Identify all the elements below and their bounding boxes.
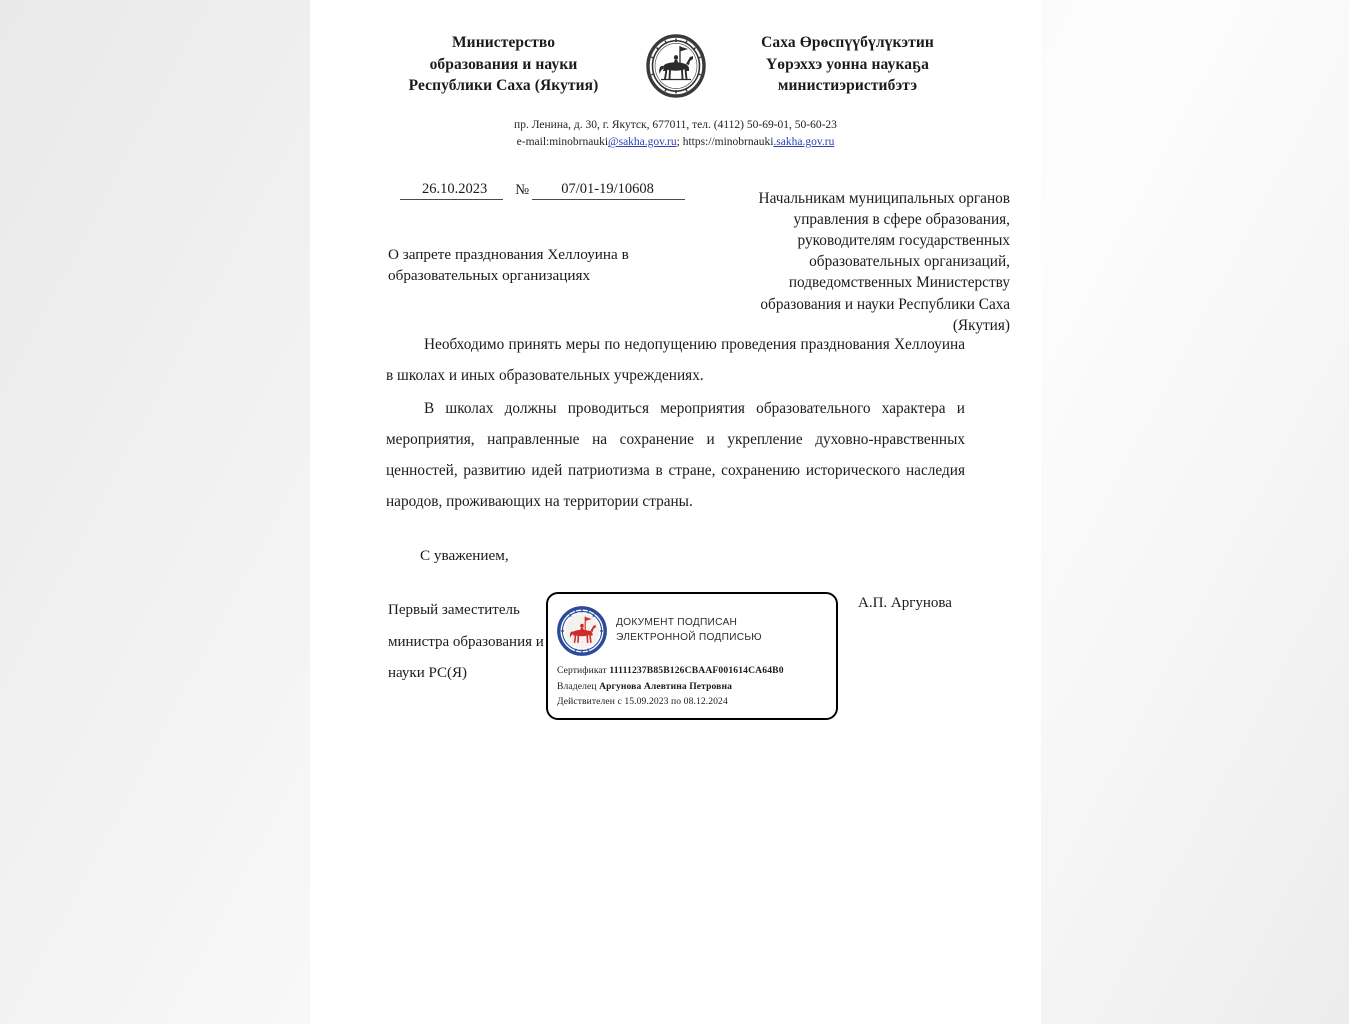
ministry-title-sakha-line-2: Үөрэххэ уонна наукаҕа: [765, 55, 929, 73]
signatory-title: Первый заместитель министра образования и науки РС(Я): [388, 602, 544, 681]
electronic-signature-stamp: [546, 592, 838, 720]
signatory-name: А.П. Аргунова: [858, 595, 952, 612]
stamp-owner-label: Владелец: [557, 680, 597, 692]
body-paragraph-2: В школах должны проводиться мероприятия образовательного характера и мероприятия, направленные на сохранение и укрепление духовно-нравственных ценностей, развитию идей патриотизма в стране, сохранению исторического наследия народов, проживающих на территории страны.: [386, 399, 965, 510]
stamp-headline-line-1: ДОКУМЕНТ ПОДПИСАН: [616, 617, 738, 629]
stamp-valid-to-label: по: [671, 696, 682, 708]
email-link[interactable]: @sakha.gov.ru: [608, 136, 677, 149]
postal-address: пр. Ленина, д. 30, г. Якутск, 677011, тел. (4112) 50-69-01, 50-60-23: [514, 119, 837, 131]
ministry-title-russian-line-3: Республики Саха (Якутия): [408, 77, 599, 95]
closing-salutation: С уважением,: [420, 547, 509, 565]
stamp-validity-row: [557, 694, 826, 710]
stamp-valid-to: 08.12.2024: [683, 696, 728, 708]
document-number: 07/01-19/10608: [532, 181, 685, 200]
website-link[interactable]: .sakha.gov.ru: [773, 136, 835, 149]
reference-line: [400, 181, 685, 200]
ministry-title-russian-line-1: Министерство: [451, 34, 556, 51]
stamp-owner-value: Аргунова Алевтина Петровна: [599, 680, 732, 692]
stamp-owner-row: [557, 679, 826, 695]
stamp-valid-label: Действителен с: [557, 696, 622, 708]
addressee-block: Начальникам муниципальных органов управления в сфере образования, руководителям государственных образовательных организаций, подведомственных Министерству образования и науки Республики Саха (Якутия): [758, 190, 1010, 334]
contact-separator: ; https://minobrnauki: [676, 136, 774, 149]
stamp-valid-from: 15.09.2023: [624, 696, 669, 708]
body-paragraph-1: Необходимо принять меры по недопущению проведения празднования Хеллоуина в школах и иных образовательных учреждениях.: [386, 336, 965, 384]
ministry-title-russian-line-2: образования и науки: [429, 55, 578, 73]
ministry-title-sakha-line-3: министиэристибэтэ: [777, 77, 918, 95]
stamp-certificate-label: Сертификат: [557, 665, 607, 677]
stamp-certificate-value: 11111237B85B126CBAAF001614CA64B0: [609, 665, 784, 677]
email-and-website-line: [310, 134, 1041, 151]
email-prefix: e-mail:minobrnauki: [516, 136, 609, 149]
subject-line: О запрете празднования Хеллоуина в образовательных организациях: [388, 245, 629, 284]
stamp-headline-line-2: ЭЛЕКТРОННОЙ ПОДПИСЬЮ: [616, 631, 762, 643]
document-body: [386, 330, 965, 517]
stamp-header-row: [557, 603, 826, 658]
stamp-detail-lines: [557, 663, 826, 710]
stamp-certificate-row: [557, 663, 826, 679]
emblem-container: [639, 32, 713, 99]
sakha-horseman-seal-icon: [557, 606, 607, 656]
ministry-title-sakha: [721, 32, 973, 97]
ministry-title-russian: [379, 32, 631, 97]
signature-zone: [310, 595, 1041, 745]
ministry-title-sakha-line-1: Саха Өрөспүүбүлүкэтин: [761, 34, 934, 51]
sakha-republic-coat-of-arms-icon: [645, 33, 707, 99]
contact-block: [310, 117, 1041, 152]
stamp-headline: [616, 616, 762, 646]
document-date: 26.10.2023: [400, 181, 503, 200]
document-page: [310, 0, 1041, 1024]
letterhead: [310, 0, 1041, 99]
number-symbol: №: [515, 181, 530, 198]
